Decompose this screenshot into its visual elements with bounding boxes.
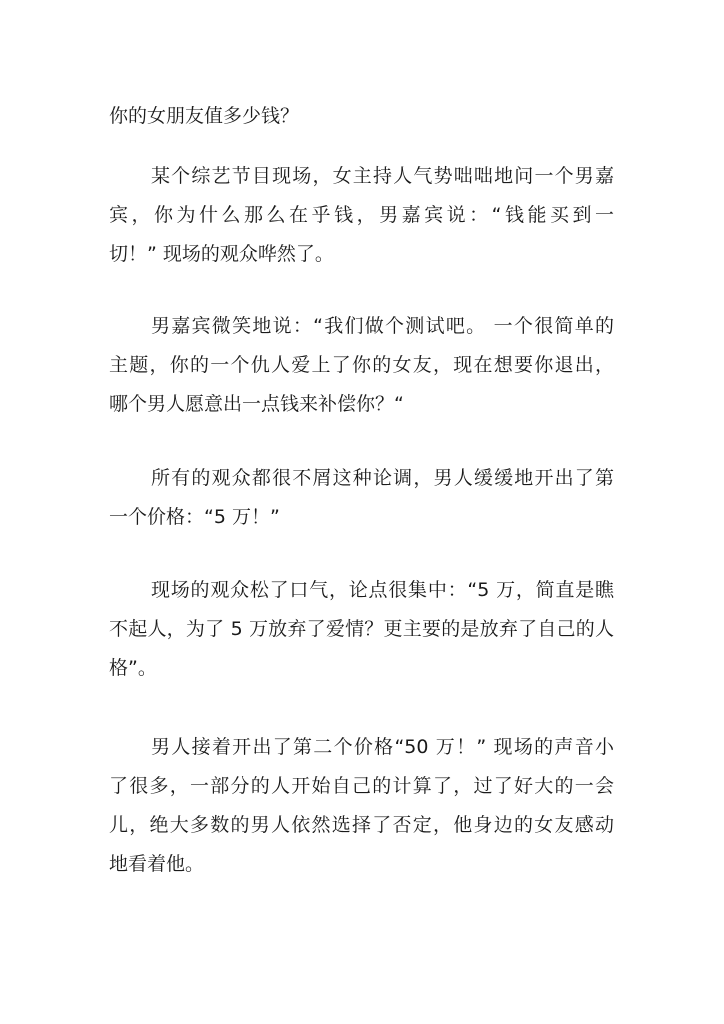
paragraph-line: 主题，你的一个仇人爱上了你的女友，现在想要你退出， [109, 354, 614, 376]
paragraph-line: 了很多，一部分的人开始自己的计算了，过了好大的一会 [109, 775, 614, 797]
paragraph-line: 一个价格：“5 万！” [109, 506, 280, 528]
paragraph-line: 地看着他。 [109, 853, 205, 875]
paragraph-line: 哪个男人愿意出一点钱来补偿你？“ [109, 393, 404, 415]
document-title: 你的女朋友值多少钱？ [109, 105, 300, 127]
paragraph-line: 男嘉宾微笑地说：“我们做个测试吧。 一个很简单的 [151, 315, 614, 337]
paragraph-line: 儿，绝大多数的男人依然选择了否定，他身边的女友感动 [109, 814, 614, 836]
paragraph-line: 某个综艺节目现场，女主持人气势咄咄地问一个男嘉 [151, 165, 614, 187]
paragraph-line: 宾，你为什么那么在乎钱，男嘉宾说：“钱能买到一 [109, 204, 614, 226]
paragraph-line: 不起人，为了 5 万放弃了爱情？更主要的是放弃了自己的人 [109, 618, 614, 640]
paragraph-line: 格”。 [109, 657, 157, 679]
paragraph-line: 切！” 现场的观众哗然了。 [109, 243, 334, 265]
paragraph-line: 现场的观众松了口气，论点很集中：“5 万，简直是瞧 [151, 579, 614, 601]
paragraph-line: 男人接着开出了第二个价格“50 万！” 现场的声音小 [151, 736, 614, 758]
paragraph-line: 所有的观众都很不屑这种论调，男人缓缓地开出了第 [151, 467, 614, 489]
